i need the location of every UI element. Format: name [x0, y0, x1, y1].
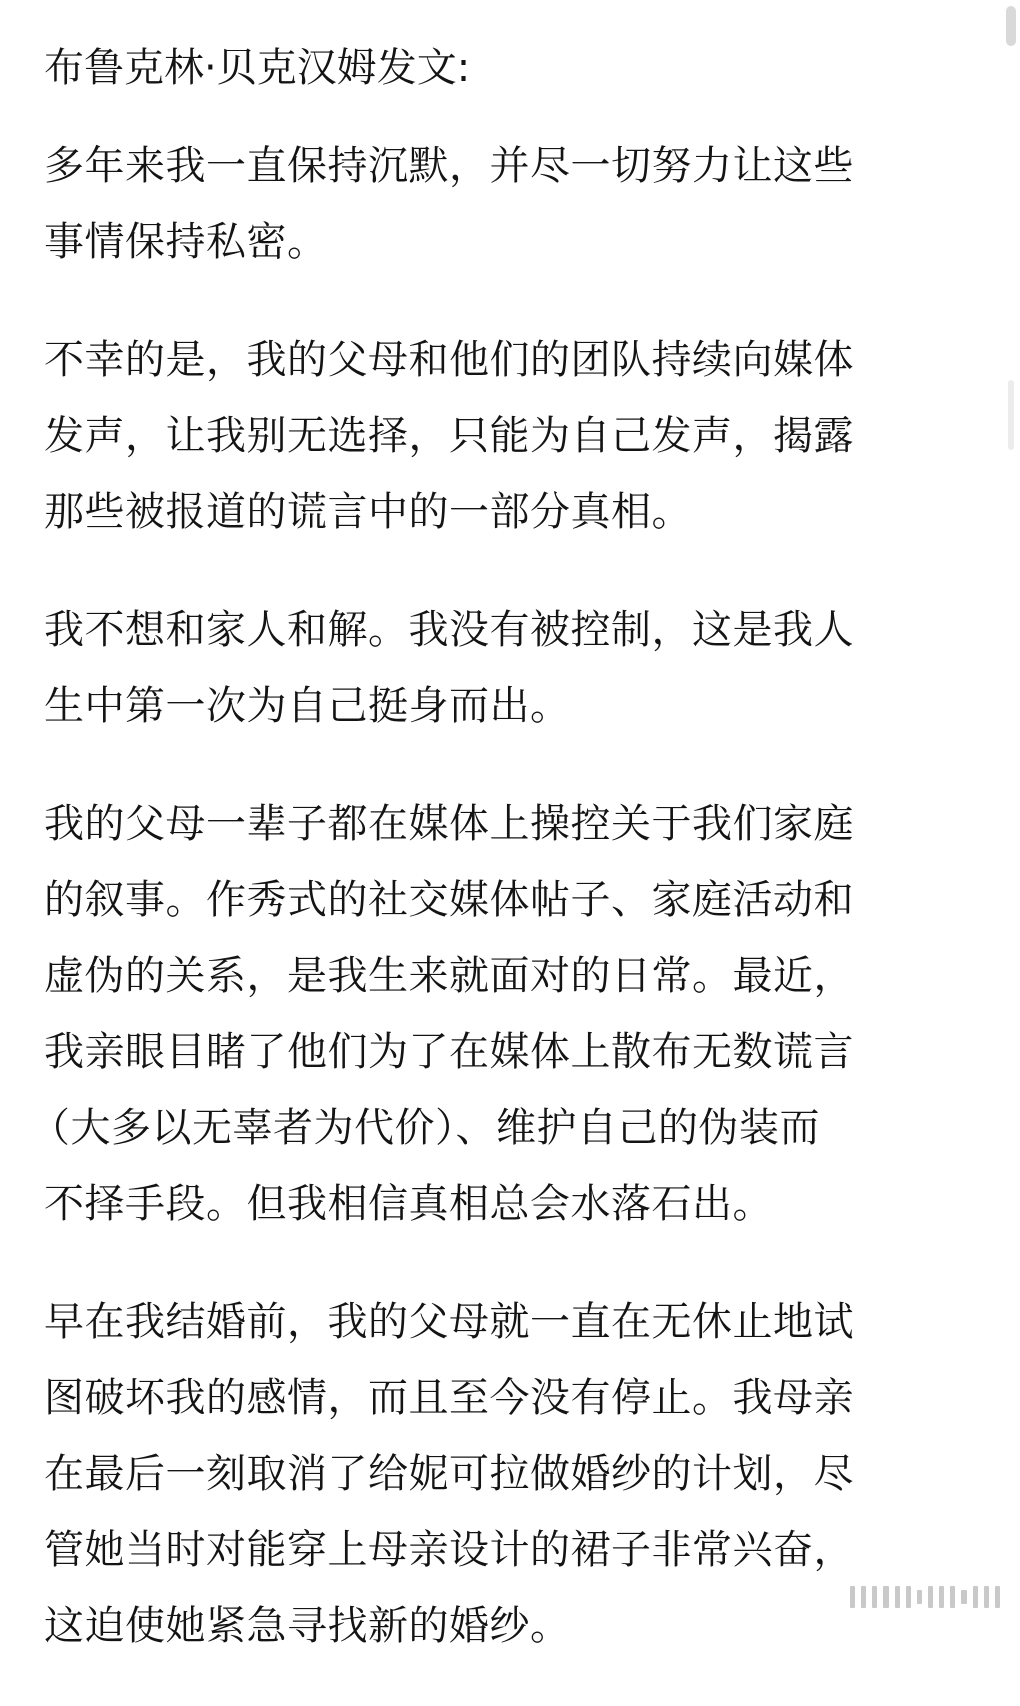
paragraph-line: 在最后一刻取消了给妮可拉做婚纱的计划，尽 — [44, 1451, 854, 1497]
post-heading: 布鲁克林·贝克汉姆发文: — [44, 45, 471, 91]
indicator-bar — [939, 1586, 944, 1608]
paragraph-line: 那些被报道的谎言中的一部分真相。 — [44, 489, 692, 535]
paragraph-line: 不择手段。但我相信真相总会水落石出。 — [44, 1181, 773, 1227]
indicator-bar — [895, 1586, 900, 1608]
paragraph-line: 生中第一次为自己挺身而出。 — [44, 683, 571, 729]
paragraph-2 — [44, 322, 978, 550]
paragraph-line: 多年来我一直保持沉默，并尽一切努力让这些 — [44, 143, 854, 189]
paragraph-1 — [44, 128, 978, 280]
indicator-bar — [883, 1586, 888, 1608]
indicator-bar — [917, 1590, 922, 1604]
paragraph-line: 发声，让我别无选择，只能为自己发声，揭露 — [44, 413, 854, 459]
paragraph-line: 虚伪的关系，是我生来就面对的日常。最近， — [44, 953, 854, 999]
indicator-bar — [950, 1586, 955, 1608]
paragraph-3 — [44, 592, 978, 744]
paragraph-line: 事情保持私密。 — [44, 219, 328, 265]
paragraph-line: 我不想和家人和解。我没有被控制，这是我人 — [44, 607, 854, 653]
indicator-bar — [928, 1586, 933, 1608]
article-body — [30, 30, 978, 1706]
indicator-bar — [850, 1586, 855, 1608]
indicator-bar — [984, 1586, 989, 1608]
paragraph-line: 我的父母一辈子都在媒体上操控关于我们家庭 — [44, 801, 854, 847]
paragraph-line: 不幸的是，我的父母和他们的团队持续向媒体 — [44, 337, 854, 383]
paragraph-line: 这迫使她紧急寻找新的婚纱。 — [44, 1603, 571, 1649]
indicator-bar — [861, 1586, 866, 1608]
scrollbar-thumb[interactable] — [1006, 6, 1016, 46]
paragraph-5 — [44, 1284, 978, 1664]
scrollbar-track-mark — [1008, 380, 1014, 450]
more-content-indicator-icon — [850, 1586, 1000, 1608]
indicator-bar — [906, 1586, 911, 1608]
indicator-bar — [973, 1586, 978, 1608]
paragraph-line: 管她当时对能穿上母亲设计的裙子非常兴奋， — [44, 1527, 854, 1573]
paragraph-line: （大多以无辜者为代价）、维护自己的伪装而 — [30, 1105, 820, 1151]
paragraph-line: 的叙事。作秀式的社交媒体帖子、家庭活动和 — [44, 877, 854, 923]
paragraph-line: 我亲眼目睹了他们为了在媒体上散布无数谎言 — [44, 1029, 854, 1075]
paragraph-4 — [30, 786, 978, 1242]
indicator-bar — [872, 1586, 877, 1608]
scrollbar[interactable] — [1004, 0, 1018, 1632]
paragraph-line: 图破坏我的感情，而且至今没有停止。我母亲 — [44, 1375, 854, 1421]
indicator-bar — [961, 1590, 966, 1604]
indicator-bar — [995, 1586, 1000, 1608]
paragraph-line: 早在我结婚前，我的父母就一直在无休止地试 — [44, 1299, 854, 1345]
